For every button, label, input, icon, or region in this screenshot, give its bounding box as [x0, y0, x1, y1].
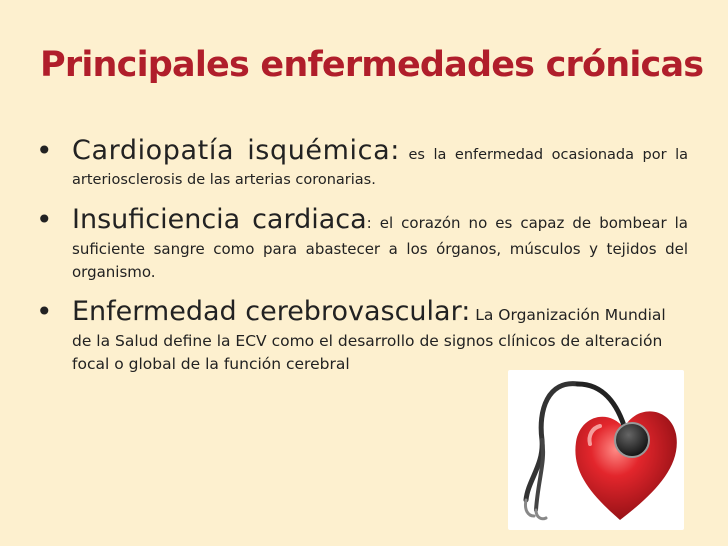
heart-stethoscope-icon — [508, 370, 684, 530]
bullet-text — [72, 202, 688, 284]
bullet-dot-icon: • — [36, 134, 53, 167]
bullet-list — [36, 133, 688, 386]
bullet-description: : el corazón no es capaz de bombear la suficiente sangre como para abastecer a los órganos, músculos y tejidos del organismo. — [72, 214, 689, 281]
bullet-dot-icon: • — [36, 203, 53, 236]
bullet-item-cardiopatia — [36, 133, 688, 192]
heart-stethoscope-image — [508, 370, 684, 530]
bullet-item-cerebrovascular — [36, 294, 688, 376]
bullet-dot-icon: • — [36, 295, 53, 328]
bullet-term: Cardiopatía isquémica: — [72, 135, 400, 166]
bullet-term: Insuficiencia cardiaca — [72, 204, 367, 235]
bullet-text — [72, 294, 672, 376]
bullet-description: La Organización Mundial de la Salud define la ECV como el desarrollo de signos clínicos de alteración focal o global de la función cerebral — [72, 306, 666, 373]
bullet-text — [72, 133, 688, 192]
bullet-term: Enfermedad cerebrovascular: — [72, 296, 471, 327]
bullet-description: es la enfermedad ocasionada por la arteriosclerosis de las arterias coronarias. — [72, 147, 688, 188]
bullet-item-insuficiencia — [36, 202, 688, 284]
slide-title: Principales enfermedades crónicas — [40, 45, 704, 85]
